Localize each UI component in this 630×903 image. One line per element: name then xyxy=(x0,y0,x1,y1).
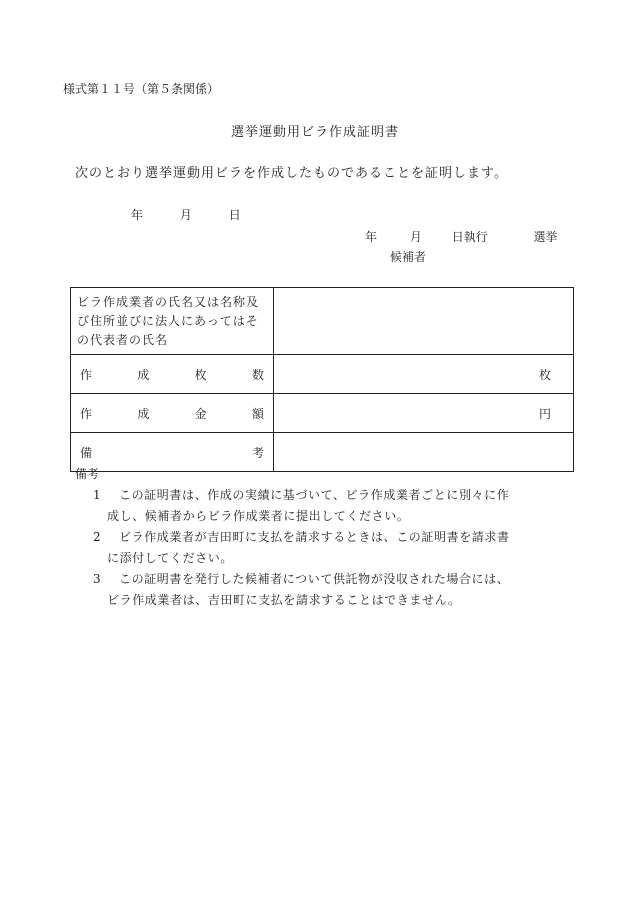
notes-heading: 備考 xyxy=(75,467,100,481)
note-item xyxy=(93,573,509,585)
quantity-label: 作 成 枚 数 xyxy=(71,355,274,394)
election-label: 選挙 xyxy=(533,230,558,244)
issue-date xyxy=(131,209,241,221)
remarks-value[interactable] xyxy=(274,433,574,472)
date-year-label: 年 xyxy=(131,208,144,222)
amount-value[interactable] xyxy=(274,394,574,433)
note-text: ビラ作成業者が吉田町に支払を請求するときは、この証明書を請求書 xyxy=(119,530,510,544)
candidate-label: 候補者 xyxy=(390,250,427,264)
certificate-table xyxy=(70,287,574,472)
page-title: 選挙運動用ビラ作成証明書 xyxy=(230,125,399,140)
note-text: この証明書を発行した候補者について供託物が没収された場合には、 xyxy=(119,572,510,586)
note-text: この証明書は、作成の実績に基づいて、ビラ作成業者ごとに別々に作 xyxy=(119,488,510,502)
election-year-label: 年 xyxy=(365,230,378,244)
form-number: 様式第１１号（第５条関係） xyxy=(63,82,220,96)
note-text-continued: 成し、候補者からビラ作成業者に提出してください。 xyxy=(107,509,410,523)
note-item xyxy=(93,489,509,501)
contractor-label: ビラ作成業者の氏名又は名称及び住所並びに法人にあってはその代表者の氏名 xyxy=(71,288,274,355)
note-text-continued: ビラ作成業者は、吉田町に支払を請求することはできません。 xyxy=(107,593,461,607)
election-info xyxy=(365,231,558,243)
date-day-label: 日 xyxy=(228,208,241,222)
election-month-label: 月 xyxy=(409,230,422,244)
quantity-value[interactable] xyxy=(274,355,574,394)
note-number: 1 xyxy=(93,488,102,502)
certification-statement: 次のとおり選挙運動用ビラを作成したものであることを証明します。 xyxy=(75,166,508,181)
amount-unit: 円 xyxy=(538,406,551,421)
amount-label: 作 成 金 額 xyxy=(71,394,274,433)
remarks-label: 備 考 xyxy=(71,433,274,472)
table-row xyxy=(71,394,574,433)
election-day-label: 日執行 xyxy=(451,230,488,244)
note-text-continued: に添付してください。 xyxy=(107,551,234,565)
date-month-label: 月 xyxy=(179,208,192,222)
table-row xyxy=(71,288,574,355)
note-number: 3 xyxy=(93,572,102,586)
contractor-value[interactable] xyxy=(274,288,574,355)
note-item xyxy=(93,531,510,543)
quantity-unit: 枚 xyxy=(538,367,551,382)
table-row xyxy=(71,433,574,472)
note-number: 2 xyxy=(93,530,102,544)
table-row xyxy=(71,355,574,394)
